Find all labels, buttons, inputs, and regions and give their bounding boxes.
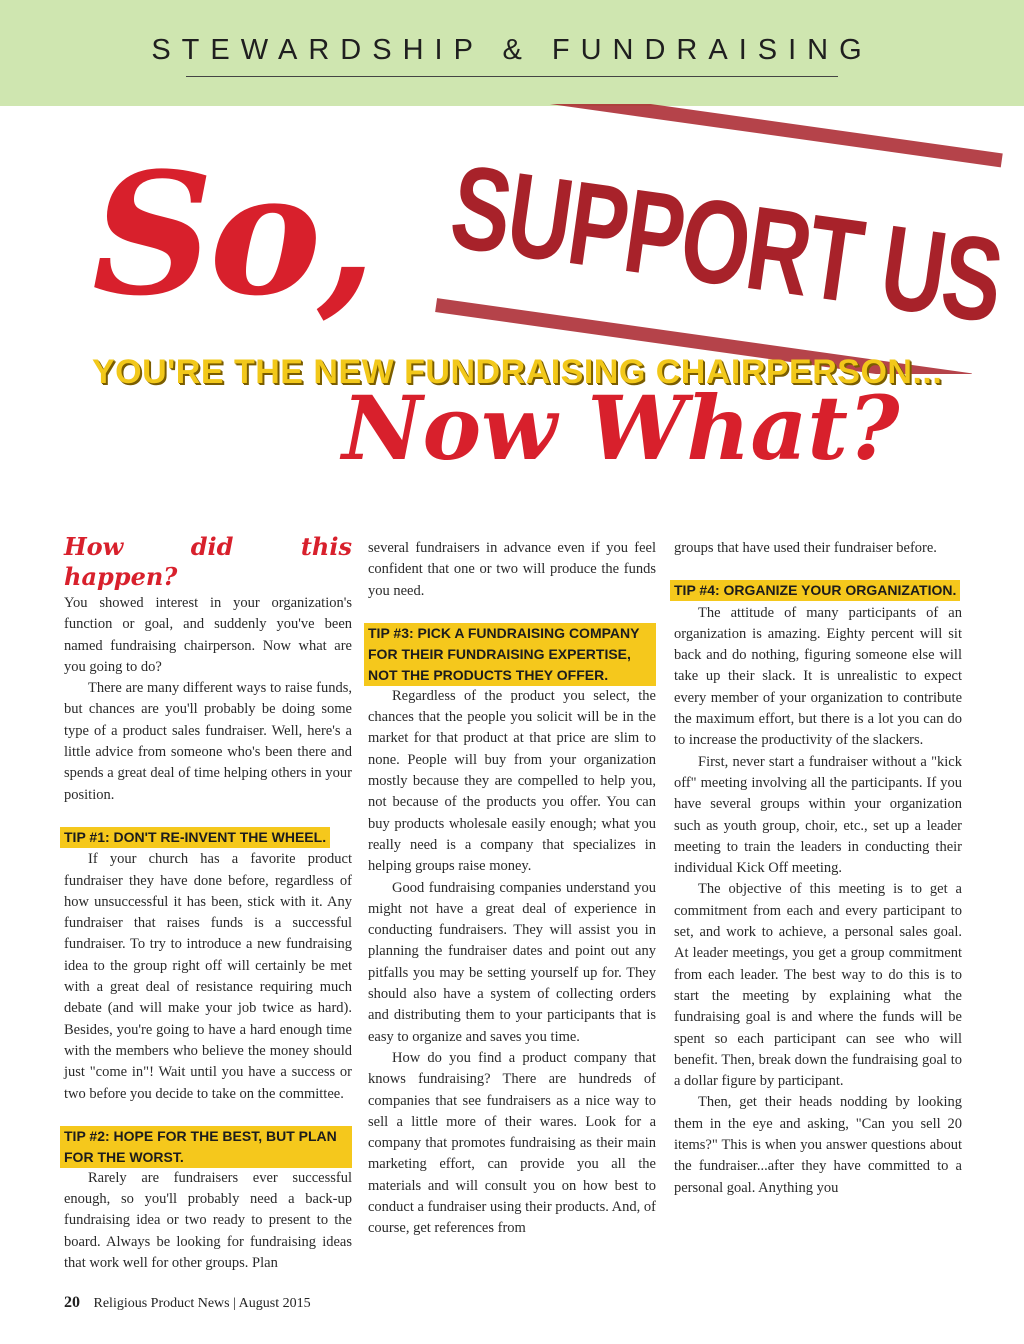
paragraph: The objective of this meeting is to get a commitment from each and every participant to set, and work to achieve, a personal sales goal. At leader meetings, you get a group commitment from each leader. The best way to do this is to start the meeting by explaining what the fundraising goal is and where the funds will be spent so each participant can see who will benefit. Then, break down the fundraising goal to a dollar figure by participant.: [674, 881, 962, 1090]
paragraph: You showed interest in your organization's function or goal, and suddenly you've been named fundraising chairperson. Now what are you going to do?: [64, 595, 352, 675]
tip-2-heading: TIP #2: HOPE FOR THE BEST, BUT PLAN FOR THE WORST.: [60, 1126, 352, 1168]
article-column-1: [64, 532, 352, 1274]
support-us-stamp: [418, 104, 1008, 374]
paragraph: several fundraisers in advance even if you feel confident that one or two will produce the funds you need.: [368, 540, 656, 599]
paragraph: If your church has a favorite product fundraiser they have done before, regardless of how unsuccessful it has been, stick with it. Any fundraiser that raises funds is a successful fundraiser. To try to introduce a new fundraising idea to the group right off will certainly be met with a great deal of resistance requiring much debate (and will make your job twice as hard). Besides, you're going to have a hard enough time with the members who believe the money should just "come in"! Wait until you have a success or two before you decide to take on the committee.: [64, 851, 352, 1102]
section-title: STEWARDSHIP & FUNDRAISING: [151, 34, 873, 66]
headline-now-what: Now What?: [342, 376, 900, 480]
publication-info: Religious Product News | August 2015: [93, 1296, 311, 1311]
headline-subtitle: YOU'RE THE NEW FUNDRAISING CHAIRPERSON...: [92, 353, 943, 391]
page-number: 20: [64, 1294, 80, 1311]
headline-so: So,: [92, 135, 372, 333]
page-footer: [64, 1294, 311, 1312]
article-column-2: [368, 538, 656, 1240]
article-column-3: [674, 538, 962, 1199]
tip-1-heading: TIP #1: DON'T RE-INVENT THE WHEEL.: [60, 827, 330, 848]
paragraph: Good fundraising companies understand you might not have a great deal of experience in conducting fundraisers. They will assist you in planning the fundraiser dates and point out any pitfalls you may be setting yourself up for. They should also have a system of collecting orders and distributing them to your participants that is easy to organize and saves you time.: [368, 879, 656, 1045]
tip-4-heading: TIP #4: ORGANIZE YOUR ORGANIZATION.: [670, 580, 960, 601]
tip-3-heading: TIP #3: PICK A FUNDRAISING COMPANY FOR THEIR FUNDRAISING EXPERTISE, NOT THE PRODUCTS THEY OFFER.: [364, 623, 656, 686]
paragraph: Rarely are fundraisers ever successful enough, so you'll probably need a back-up fundraising idea or two ready to present to the board. Always be looking for fundraising ideas that work well for other groups. Plan: [64, 1169, 352, 1272]
paragraph: The attitude of many participants of an organization is amazing. Eighty percent will sit back and do nothing, figuring someone else will take up their slack. It is unrealistic to expect every member of your organization to contribute the maximum effort, but there is a lot you can do to increase the productivity of the slackers.: [674, 604, 962, 749]
banner-divider: [186, 76, 838, 77]
subhead-how-did-this-happen: How did this happen?: [64, 532, 352, 591]
paragraph: There are many different ways to raise funds, but chances are you'll probably be doing some type of a product sales fundraiser. Well, here's a little advice from someone who's been there and spends a great deal of time helping others in your position.: [64, 680, 352, 803]
paragraph: First, never start a fundraiser without a "kick off" meeting involving all the participants. If you have several groups within your organization such as youth group, choir, etc., set up a leader meeting to train the leaders in conducting their individual Kick Off meeting.: [674, 753, 962, 877]
stamp-text: SUPPORT US: [443, 138, 1009, 348]
paragraph: Then, get their heads nodding by looking them in the eye and asking, "Can you sell 20 items?" This is when you answer questions about the fundraiser...after they have committed to a personal goal. Anything you: [674, 1094, 962, 1196]
paragraph: How do you find a product company that knows fundraising? There are hundreds of companies that see fundraisers as a nice way to sell a little more of their wares. Look for a company that promotes fundraising as their main marketing effort, can provide you all the materials and will consult you on how best to conduct a fundraiser using their products. And, of course, get references from: [368, 1049, 656, 1237]
paragraph: groups that have used their fundraiser before.: [674, 540, 937, 556]
section-banner: [0, 0, 1024, 106]
paragraph: Regardless of the product you select, the chances that the people you solicit will be in the market for that product at that price are slim to none. People will buy from your organization mostly because they are compelled to help you, not because of the products you offer. You can buy products wholesale easily enough; what you really need is a company that specializes in helping groups raise money.: [368, 687, 656, 875]
